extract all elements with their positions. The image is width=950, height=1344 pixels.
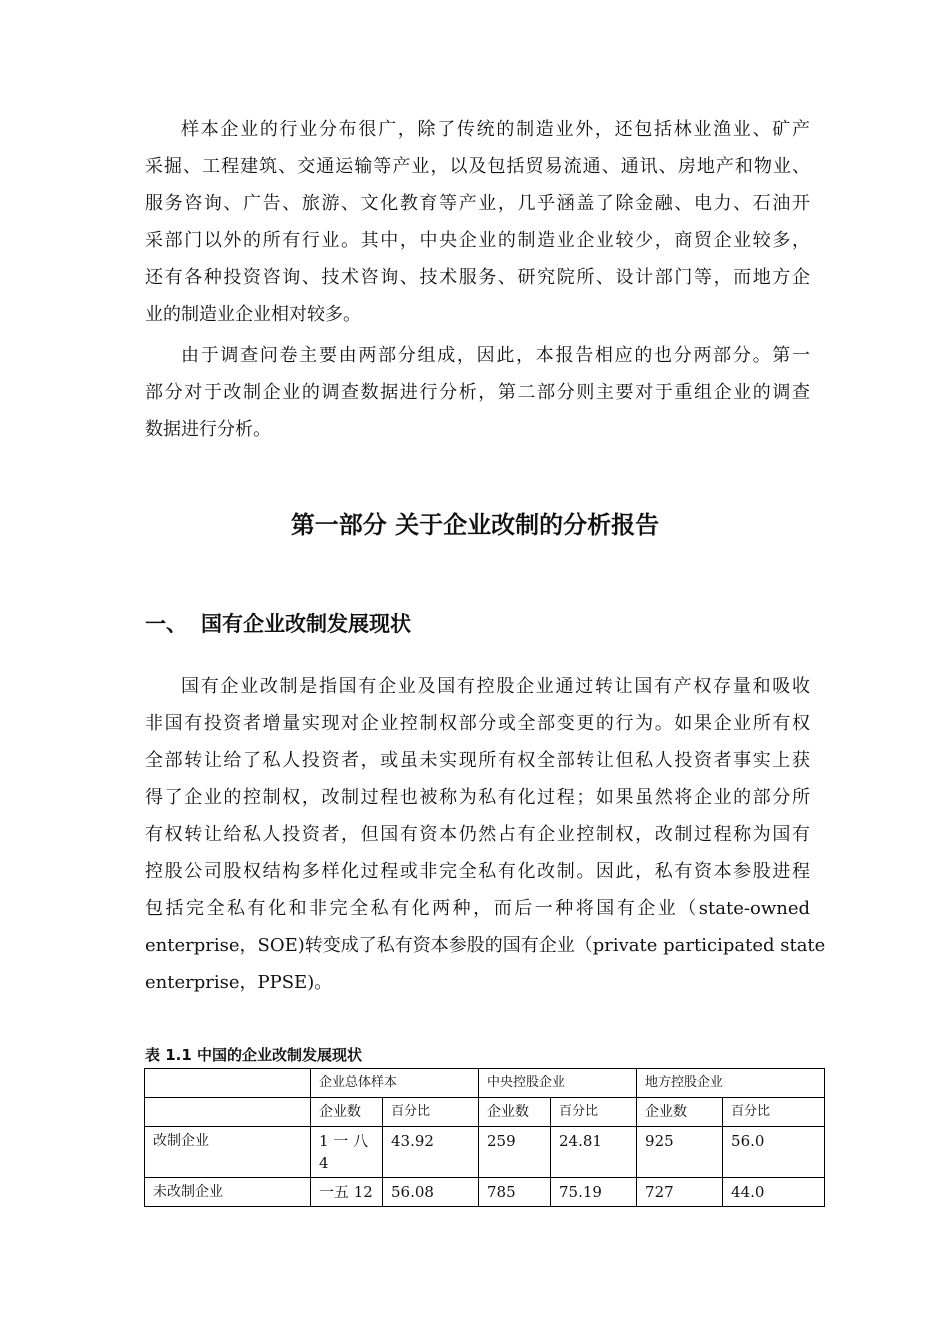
table-group-header: 企业总体样本 <box>311 1069 479 1098</box>
text-line: 有权转让给私人投资者，但国有资本仍然占有企业控制权，改制过程称为国有 <box>145 824 810 845</box>
table-subheader: 百分比 <box>551 1098 637 1127</box>
table-corner-cell <box>145 1098 311 1127</box>
text-line: 控股公司股权结构多样化过程或非完全私有化改制。因此，私有资本参股进程 <box>145 861 810 882</box>
table-subheader: 企业数 <box>311 1098 383 1127</box>
table-group-header: 中央控股企业 <box>479 1069 637 1098</box>
table-cell: 43.92 <box>383 1127 479 1178</box>
table-cell: 1 一 八 4 <box>311 1127 383 1178</box>
table-subheader-row <box>145 1098 825 1127</box>
text-line: 还有各种投资咨询、技术咨询、技术服务、研究院所、设计部门等，而地方企 <box>145 267 810 288</box>
text-line: 国有企业改制是指国有企业及国有控股企业通过转让国有产权存量和吸收 <box>181 676 810 697</box>
text-line: 采部门以外的所有行业。其中，中央企业的制造业企业较少，商贸企业较多， <box>145 230 810 251</box>
table-cell: 925 <box>637 1127 723 1178</box>
text-line: enterprise，SOE)转变成了私有资本参股的国有企业（private participated state <box>145 935 826 956</box>
text-line: 全部转让给了私人投资者，或虽未实现所有权全部转让但私人投资者事实上获 <box>145 750 810 771</box>
body-paragraph <box>145 668 826 1001</box>
table-row <box>145 1127 825 1178</box>
section-title: 国有企业改制发展现状 <box>201 612 411 636</box>
table-cell: 24.81 <box>551 1127 637 1178</box>
text-line: 包括完全私有化和非完全私有化两种，而后一种将国有企业（state-owned <box>145 898 810 919</box>
text-line: 业的制造业企业相对较多。 <box>145 304 361 325</box>
text-line: 样本企业的行业分布很广，除了传统的制造业外，还包括林业渔业、矿产 <box>181 119 810 140</box>
table-cell: 56.08 <box>383 1178 479 1207</box>
table-cell: 56.0 <box>723 1127 825 1178</box>
text-line: 数据进行分析。 <box>145 419 271 440</box>
table-cell: 259 <box>479 1127 551 1178</box>
text-line: 部分对于改制企业的调查数据进行分析，第二部分则主要对于重组企业的调查 <box>145 382 810 403</box>
section-heading <box>145 607 411 641</box>
table-subheader: 百分比 <box>383 1098 479 1127</box>
table-cell: 44.0 <box>723 1178 825 1207</box>
text-line: 服务咨询、广告、旅游、文化教育等产业，几乎涵盖了除金融、电力、石油开 <box>145 193 810 214</box>
row-label: 未改制企业 <box>145 1178 311 1207</box>
text-line: 采掘、工程建筑、交通运输等产业，以及包括贸易流通、通讯、房地产和物业、 <box>145 156 810 177</box>
intro-paragraph <box>145 111 810 333</box>
text-line: enterprise，PPSE)。 <box>145 972 333 993</box>
table-group-header: 地方控股企业 <box>637 1069 825 1098</box>
table-row <box>145 1178 825 1207</box>
table-cell: 727 <box>637 1178 723 1207</box>
table-caption: 表 1.1 中国的企业改制发展现状 <box>145 1046 363 1064</box>
table-group-header-row <box>145 1069 825 1098</box>
text-line: 由于调查问卷主要由两部分组成，因此，本报告相应的也分两部分。第一 <box>181 345 810 366</box>
text-line: 非国有投资者增量实现对企业控制权部分或全部变更的行为。如果企业所有权 <box>145 713 810 734</box>
section-number: 一、 <box>145 612 187 636</box>
row-label: 改制企业 <box>145 1127 311 1178</box>
part-title: 第一部分 关于企业改制的分析报告 <box>290 511 660 539</box>
reform-status-table <box>144 1068 825 1207</box>
table-cell: 一五 12 <box>311 1178 383 1207</box>
table-subheader: 企业数 <box>637 1098 723 1127</box>
text-line: 得了企业的控制权，改制过程也被称为私有化过程；如果虽然将企业的部分所 <box>145 787 810 808</box>
table-subheader: 百分比 <box>723 1098 825 1127</box>
table-cell: 785 <box>479 1178 551 1207</box>
table-corner-cell <box>145 1069 311 1098</box>
table-cell: 75.19 <box>551 1178 637 1207</box>
structure-paragraph <box>145 337 810 448</box>
table-subheader: 企业数 <box>479 1098 551 1127</box>
